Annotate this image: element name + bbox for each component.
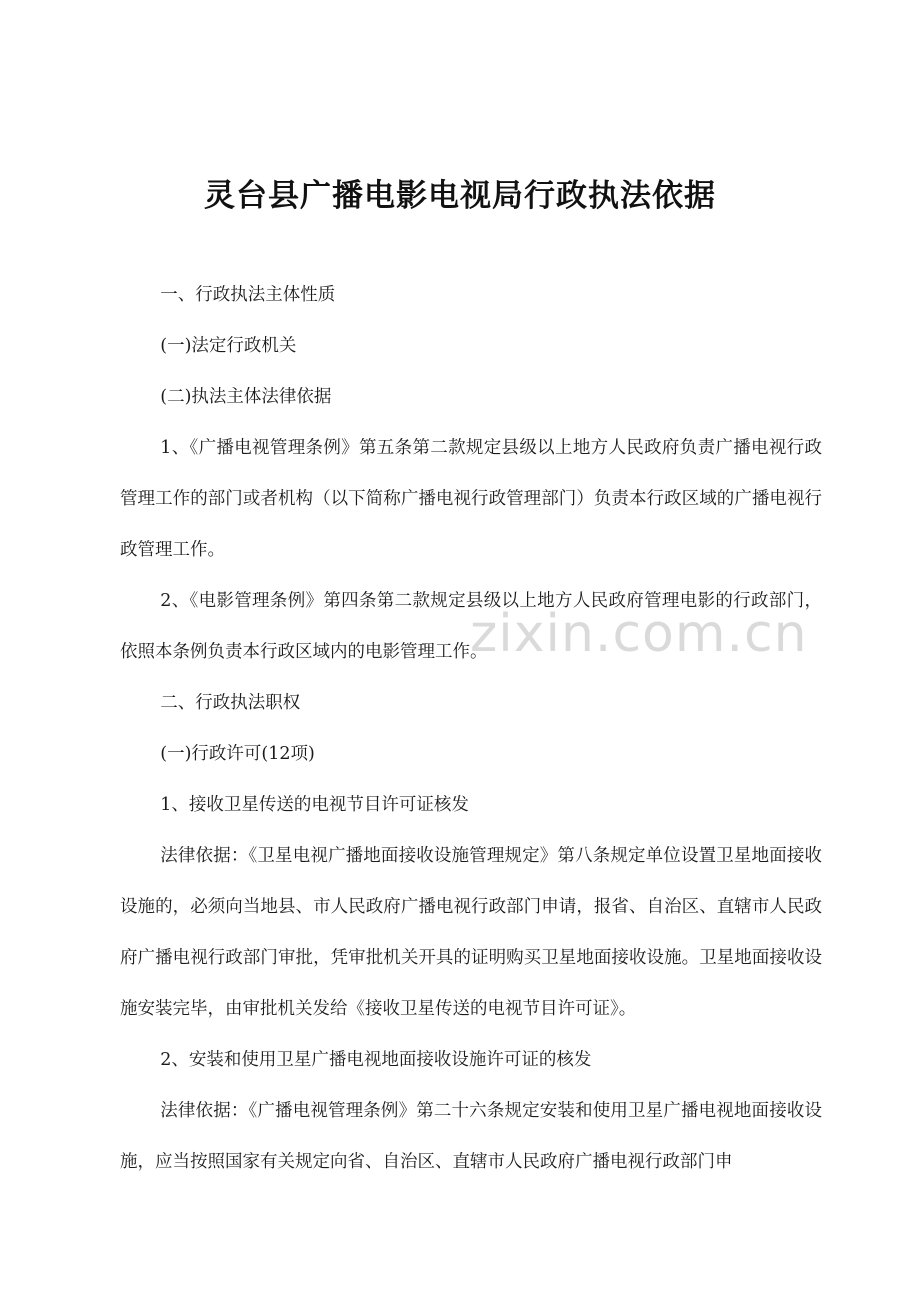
subsection-heading: (二)执法主体法律依据 xyxy=(160,387,332,407)
item-heading: 1、接收卫星传送的电视节目许可证核发 xyxy=(160,795,469,815)
section-heading-2: 二、行政执法职权 xyxy=(160,693,301,713)
legal-basis-paragraph: 法律依据：《卫星电视广播地面接收设施管理规定》第八条规定单位设置卫星地面接收设施的，必须向当地县、市人民政府广播电视行政部门申请，报省、自治区、直辖市人民政府广播电视行政部门审批，凭审批机关开具的证明购买卫星地面接收设施。卫星地面接收设施安装完毕，由审批机关发给《接收卫星传送的电视节目许可证》。 xyxy=(120,846,822,1019)
document-body xyxy=(120,270,822,1188)
body-paragraph: 2、《电影管理条例》第四条第二款规定县级以上地方人民政府管理电影的行政部门，依照本条例负责本行政区域内的电影管理工作。 xyxy=(120,591,822,662)
section-heading-1: 一、行政执法主体性质 xyxy=(160,285,336,305)
subsection-heading: (一)法定行政机关 xyxy=(160,336,297,356)
legal-basis-paragraph: 法律依据：《广播电视管理条例》第二十六条规定安装和使用卫星广播电视地面接收设施，应当按照国家有关规定向省、自治区、直辖市人民政府广播电视行政部门申 xyxy=(120,1101,822,1172)
item-heading: 2、安装和使用卫星广播电视地面接收设施许可证的核发 xyxy=(160,1050,592,1070)
subsection-heading: (一)行政许可(12项) xyxy=(160,744,315,764)
body-paragraph: 1、《广播电视管理条例》第五条第二款规定县级以上地方人民政府负责广播电视行政管理工作的部门或者机构（以下简称广播电视行政管理部门）负责本行政区域的广播电视行政管理工作。 xyxy=(120,438,822,560)
document-title: 灵台县广播电影电视局行政执法依据 xyxy=(204,178,716,214)
watermark: zixin.com.cn xyxy=(470,604,808,664)
